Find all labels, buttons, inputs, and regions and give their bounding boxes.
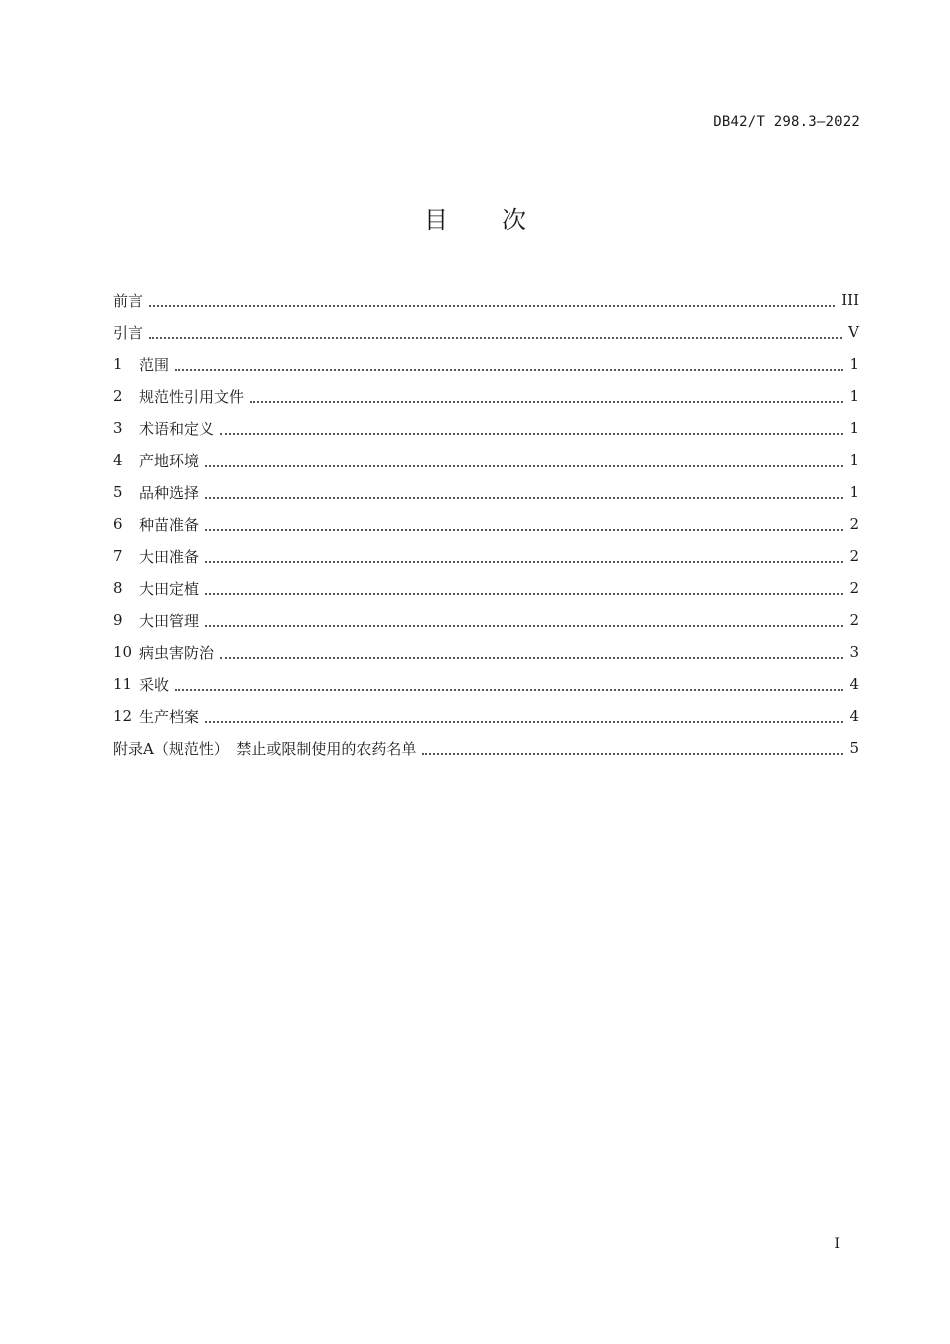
dot-leader (205, 624, 843, 627)
toc-entry-number: 8 (113, 579, 123, 597)
toc-entry[interactable] (113, 284, 859, 316)
dot-leader (149, 304, 835, 307)
dot-leader (205, 528, 843, 531)
toc-entry[interactable] (113, 636, 859, 668)
table-of-contents (113, 284, 859, 764)
toc-entry-label: 生产档案 (139, 707, 200, 726)
toc-entry-label: 规范性引用文件 (139, 387, 245, 406)
toc-entry[interactable] (113, 412, 859, 444)
toc-entry-number: 11 (113, 675, 133, 693)
toc-entry[interactable] (113, 732, 859, 764)
dot-leader (205, 720, 843, 723)
toc-entry-page: 2 (849, 547, 859, 565)
toc-entry-label: 采收 (139, 675, 170, 694)
toc-entry[interactable] (113, 604, 859, 636)
toc-entry-page: 1 (849, 483, 859, 501)
toc-entry[interactable] (113, 508, 859, 540)
toc-entry-page: 3 (849, 643, 859, 661)
toc-entry-number: 2 (113, 387, 123, 405)
toc-entry[interactable] (113, 444, 859, 476)
dot-leader (205, 560, 843, 563)
toc-entry-number: 4 (113, 451, 123, 469)
toc-entry-number: 10 (113, 643, 133, 661)
toc-entry[interactable] (113, 348, 859, 380)
toc-entry[interactable] (113, 476, 859, 508)
toc-entry-label: 范围 (139, 355, 170, 374)
toc-entry-page: 4 (849, 675, 859, 693)
toc-entry-number: 1 (113, 355, 123, 373)
toc-entry[interactable] (113, 540, 859, 572)
toc-entry-number: 7 (113, 547, 123, 565)
toc-entry-label: 品种选择 (139, 483, 200, 502)
toc-entry-page: 2 (849, 611, 859, 629)
toc-entry-page: 2 (849, 579, 859, 597)
toc-entry-number: 6 (113, 515, 123, 533)
toc-entry-page: 2 (849, 515, 859, 533)
toc-entry-number: 9 (113, 611, 123, 629)
toc-entry-label: 术语和定义 (139, 419, 215, 438)
toc-entry-label: 产地环境 (139, 451, 200, 470)
toc-entry-label: 引言 (113, 323, 144, 342)
toc-entry-label: 病虫害防治 (139, 643, 215, 662)
toc-title: 目次 (424, 206, 580, 234)
toc-entry-page: 4 (849, 707, 859, 725)
toc-entry[interactable] (113, 380, 859, 412)
toc-entry[interactable] (113, 316, 859, 348)
toc-entry-page: III (841, 291, 859, 309)
toc-entry-page: 5 (849, 739, 859, 757)
document-code: DB42/T 298.3—2022 (713, 114, 860, 130)
toc-entry-page: 1 (849, 451, 859, 469)
toc-entry-label: 附录A（规范性） 禁止或限制使用的农药名单 (113, 739, 417, 758)
toc-entry-number: 3 (113, 419, 123, 437)
toc-entry-page: 1 (849, 355, 859, 373)
toc-entry-label: 大田定植 (139, 579, 200, 598)
dot-leader (220, 656, 843, 659)
toc-entry-page: 1 (849, 387, 859, 405)
dot-leader (149, 336, 842, 339)
toc-entry-page: V (848, 323, 859, 341)
toc-entry-number: 5 (113, 483, 123, 501)
toc-entry-label: 大田准备 (139, 547, 200, 566)
dot-leader (205, 592, 843, 595)
page-number: I (834, 1236, 840, 1252)
toc-entry-label: 种苗准备 (139, 515, 200, 534)
dot-leader (422, 752, 843, 755)
toc-entry[interactable] (113, 700, 859, 732)
toc-entry[interactable] (113, 668, 859, 700)
dot-leader (175, 688, 843, 691)
toc-entry-label: 前言 (113, 291, 144, 310)
dot-leader (205, 464, 843, 467)
dot-leader (175, 368, 843, 371)
toc-entry[interactable] (113, 572, 859, 604)
toc-entry-label: 大田管理 (139, 611, 200, 630)
dot-leader (220, 432, 843, 435)
toc-entry-page: 1 (849, 419, 859, 437)
toc-entry-number: 12 (113, 707, 133, 725)
dot-leader (205, 496, 843, 499)
dot-leader (250, 400, 843, 403)
